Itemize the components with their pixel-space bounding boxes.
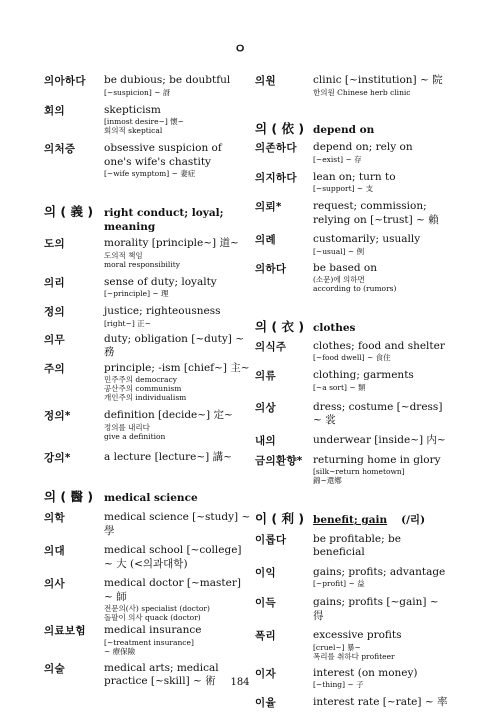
entry-headword: 의무 xyxy=(44,333,65,346)
entry-body xyxy=(104,624,252,656)
entry-headword: 의상 xyxy=(255,401,276,414)
dictionary-entry xyxy=(255,566,451,589)
entry-body xyxy=(104,577,252,622)
entry-body xyxy=(104,276,252,299)
entry-body xyxy=(313,340,451,363)
entry-definition: sense of duty; loyalty xyxy=(104,275,217,288)
entry-definition: principle; -ism [chief~] 主~ xyxy=(104,361,250,374)
section-heading xyxy=(44,202,252,234)
section-hanja: 의 ( 醫 ) xyxy=(44,488,94,504)
section-meaning xyxy=(104,207,224,234)
entry-body xyxy=(104,104,252,136)
dictionary-entry xyxy=(255,434,451,448)
entry-note: [right~] 正~ xyxy=(104,318,151,328)
entry-headword: 의례 xyxy=(255,234,276,246)
section-hanja: 의 ( 衣 ) xyxy=(255,319,305,334)
entry-headword: 내의 xyxy=(255,434,276,447)
entry-definition: dress; costume [~dress] ~ 裳 xyxy=(313,400,443,426)
entry-headword: 의대 xyxy=(44,545,65,557)
section-meaning xyxy=(313,514,425,528)
entry-body xyxy=(313,74,451,97)
entry-definition: definition [decide~] 定~ xyxy=(104,409,233,421)
entry-definition: gains; profits [~gain] ~ 得 xyxy=(313,596,439,622)
entry-note: [cruel~] 暴~ xyxy=(313,642,361,652)
dictionary-entry xyxy=(255,596,451,623)
entry-note: ~ 療保險 xyxy=(104,646,136,656)
section-meaning-line: depend on xyxy=(313,123,375,136)
dictionary-entry xyxy=(255,454,451,486)
entry-definition: medical arts; medical xyxy=(104,661,219,674)
entry-headword: 이익 xyxy=(255,566,276,579)
dictionary-entry xyxy=(44,409,252,441)
entry-body xyxy=(313,171,451,194)
entry-headword: 도의 xyxy=(44,238,65,250)
dictionary-entry xyxy=(255,171,451,194)
entry-body xyxy=(313,629,451,661)
section-heading xyxy=(255,119,451,138)
section-hanja: 이 ( 利 ) xyxy=(255,511,305,526)
right-column xyxy=(255,74,451,710)
entry-note: 민주주의 democracy xyxy=(104,375,177,384)
entry-definition: duty; obligation [~duty] ~ 務 xyxy=(104,332,245,358)
entry-definition: one's wife's chastity xyxy=(104,155,211,168)
entry-body xyxy=(104,74,252,97)
entry-note: [~exist] ~ 存 xyxy=(313,154,362,164)
entry-body xyxy=(313,434,451,448)
dictionary-entry xyxy=(44,74,252,97)
entry-body xyxy=(313,369,451,392)
entry-note: moral responsibility xyxy=(104,259,180,269)
section-meaning xyxy=(313,322,355,336)
entry-headword: 이율 xyxy=(255,697,276,709)
entry-headword: 의하다 xyxy=(255,262,287,275)
dictionary-entry xyxy=(44,305,252,328)
entry-body xyxy=(104,362,252,403)
dictionary-entry xyxy=(255,533,451,560)
entry-definition: skepticism xyxy=(104,103,161,116)
entry-note: [~wife symptom] ~ 妻症 xyxy=(104,169,196,178)
entry-note: (소문)에 의하면 xyxy=(313,275,365,284)
section-hanja: 의 ( 依 ) xyxy=(255,120,305,136)
entry-definition: medical doctor [~master] ~ 師 xyxy=(104,577,241,603)
entry-headword: 의원 xyxy=(255,75,276,87)
entry-definition: clothes; food and shelter xyxy=(313,339,445,352)
entry-headword: 의리 xyxy=(44,276,65,289)
section-heading xyxy=(255,317,451,336)
entry-note: [~support] ~ 支 xyxy=(313,184,374,193)
entry-headword: 의뢰* xyxy=(255,201,282,213)
entry-headword: 금의환향* xyxy=(255,454,303,467)
entry-headword: 의식주 xyxy=(255,340,287,353)
entry-headword: 의사 xyxy=(44,578,65,590)
entry-body xyxy=(313,596,451,623)
entry-note: 개인주의 individualism xyxy=(104,393,187,402)
section-meaning-line: clothes xyxy=(313,322,356,334)
entry-note: [~suspicion] ~ 訝 xyxy=(104,87,171,97)
section-meaning-line: medical science xyxy=(104,491,198,504)
page-header-letter: ㅇ xyxy=(233,42,247,57)
entry-note: [~a sort] ~ 類 xyxy=(313,382,366,392)
entry-body xyxy=(313,233,451,256)
section-meaning-line: meaning xyxy=(104,220,156,233)
dictionary-entry xyxy=(44,333,252,360)
dictionary-entry xyxy=(255,233,451,256)
entry-body xyxy=(104,305,252,328)
entry-definition: gains; profits; advantage xyxy=(313,565,446,578)
entry-note: [silk~return hometown] xyxy=(313,467,405,476)
entry-definition: relying on [~trust] ~ 賴 xyxy=(313,213,439,226)
entry-definition: excessive profits xyxy=(313,629,402,641)
entry-headword: 의존하다 xyxy=(255,142,297,154)
entry-note: [~thing] ~ 子 xyxy=(313,680,364,689)
entry-definition: returning home in glory xyxy=(313,453,441,466)
entry-definition: morality [principle~] 道~ xyxy=(104,237,239,249)
section-hanja: 의 ( 義 ) xyxy=(44,204,94,219)
dictionary-entry xyxy=(44,237,252,269)
entry-definition: clinic [~institution] ~ 院 xyxy=(313,74,443,86)
entry-definition: medical insurance xyxy=(104,624,202,636)
entry-headword: 폭리 xyxy=(255,630,276,642)
entry-headword: 의술 xyxy=(44,662,65,675)
dictionary-entry xyxy=(44,276,252,299)
section-meaning xyxy=(104,492,198,506)
entry-note: [inmost desire~] 懷~ xyxy=(104,117,184,126)
entry-note: according to (rumors) xyxy=(313,284,397,293)
entry-note: [~usual] ~ 例 xyxy=(313,246,365,256)
entry-body xyxy=(313,566,451,589)
entry-body xyxy=(104,544,252,571)
entry-headword: 강의* xyxy=(44,451,71,464)
entry-definition: medical science [~study] ~ 學 xyxy=(104,511,251,537)
entry-note: 회의적 skeptical xyxy=(104,126,163,135)
entry-definition: interest rate [~rate] ~ 率 xyxy=(313,696,448,708)
dictionary-entry xyxy=(44,104,252,136)
dictionary-entry xyxy=(255,369,451,392)
entry-headword: 정의 xyxy=(44,306,65,318)
dictionary-entry xyxy=(255,696,451,710)
dictionary-entry xyxy=(44,544,252,571)
entry-note: 도의적 책임 xyxy=(104,250,143,260)
entry-note: 한의원 Chinese herb clinic xyxy=(313,87,411,97)
dictionary-entry xyxy=(44,142,252,178)
entry-headword: 의지하다 xyxy=(255,171,297,184)
entry-body xyxy=(313,696,451,710)
entry-headword: 정의* xyxy=(44,410,71,422)
section-meaning-line: benefit; gain xyxy=(313,514,388,526)
dictionary-entry xyxy=(44,577,252,622)
left-column xyxy=(44,74,252,689)
page-number: 184 xyxy=(230,677,250,688)
dictionary-entry xyxy=(255,340,451,363)
entry-definition: clothing; garments xyxy=(313,369,414,381)
entry-note: [~profit] ~ 益 xyxy=(313,579,365,588)
entry-definition: a lecture [lecture~] 講~ xyxy=(104,450,232,463)
entry-note: 전문의(사) specialist (doctor) xyxy=(104,604,210,613)
dictionary-entry xyxy=(44,451,252,465)
entry-note: 錦~還鄕 xyxy=(313,476,342,485)
entry-note: [~treatment insurance] xyxy=(104,637,194,647)
entry-body xyxy=(104,409,252,441)
entry-body xyxy=(104,333,252,360)
entry-body xyxy=(313,141,451,164)
dictionary-entry xyxy=(255,141,451,164)
entry-note: [~principle] ~ 理 xyxy=(104,289,169,298)
entry-definition: be dubious; be doubtful xyxy=(104,74,231,86)
entry-definition: customarily; usually xyxy=(313,233,421,245)
entry-body xyxy=(313,262,451,294)
dictionary-entry xyxy=(44,511,252,538)
entry-definition: be profitable; be beneficial xyxy=(313,532,401,558)
entry-note: 폭리를 취하다 profiteer xyxy=(313,651,395,661)
dictionary-entry xyxy=(255,200,451,227)
entry-definition: medical school [~college] xyxy=(104,544,242,556)
dictionary-entry xyxy=(255,629,451,661)
entry-note: 돌팔이 의사 quack (doctor) xyxy=(104,613,201,622)
entry-definition: justice; righteousness xyxy=(104,305,221,317)
entry-body xyxy=(313,200,451,227)
entry-body xyxy=(104,142,252,178)
entry-definition: practice [~skill] ~ 術 xyxy=(104,675,216,687)
dictionary-entry xyxy=(255,74,451,97)
dictionary-entry xyxy=(44,624,252,656)
entry-headword: 의료보험 xyxy=(44,625,86,637)
entry-note: give a definition xyxy=(104,431,166,441)
entry-headword: 의학 xyxy=(44,512,65,524)
entry-note: [~food dwell] ~ 食住 xyxy=(313,353,391,362)
entry-headword: 의처증 xyxy=(44,143,76,155)
entry-body xyxy=(313,401,451,428)
section-meaning xyxy=(313,124,374,138)
entry-headword: 이득 xyxy=(255,597,276,609)
section-meaning-line: (/리) xyxy=(401,514,426,526)
entry-body xyxy=(313,454,451,486)
entry-definition: obsessive suspicion of xyxy=(104,142,222,154)
entry-headword: 의아하다 xyxy=(44,75,86,87)
dictionary-entry xyxy=(44,362,252,403)
entry-headword: 주의 xyxy=(44,362,65,375)
entry-note: 정의를 내리다 xyxy=(104,422,150,432)
entry-note: 공산주의 communism xyxy=(104,384,182,393)
section-heading xyxy=(44,487,252,506)
section-meaning-line: right conduct; loyal; xyxy=(104,207,224,219)
entry-definition: ~ 大 (<의과대학) xyxy=(104,557,188,570)
entry-definition: request; commission; xyxy=(313,200,427,212)
entry-headword: 회의 xyxy=(44,104,65,117)
dictionary-entry xyxy=(255,262,451,294)
entry-body xyxy=(104,511,252,538)
entry-definition: interest (on money) xyxy=(313,666,418,679)
entry-headword: 의류 xyxy=(255,370,276,382)
entry-body xyxy=(104,451,252,465)
entry-body xyxy=(104,237,252,269)
entry-body xyxy=(313,533,451,560)
entry-headword: 이자 xyxy=(255,667,276,680)
entry-headword: 이롭다 xyxy=(255,533,287,546)
section-heading xyxy=(255,509,451,528)
entry-definition: lean on; turn to xyxy=(313,170,396,183)
entry-definition: depend on; rely on xyxy=(313,141,413,153)
entry-definition: be based on xyxy=(313,261,377,274)
entry-definition: underwear [inside~] 内~ xyxy=(313,433,446,446)
dictionary-entry xyxy=(255,401,451,428)
